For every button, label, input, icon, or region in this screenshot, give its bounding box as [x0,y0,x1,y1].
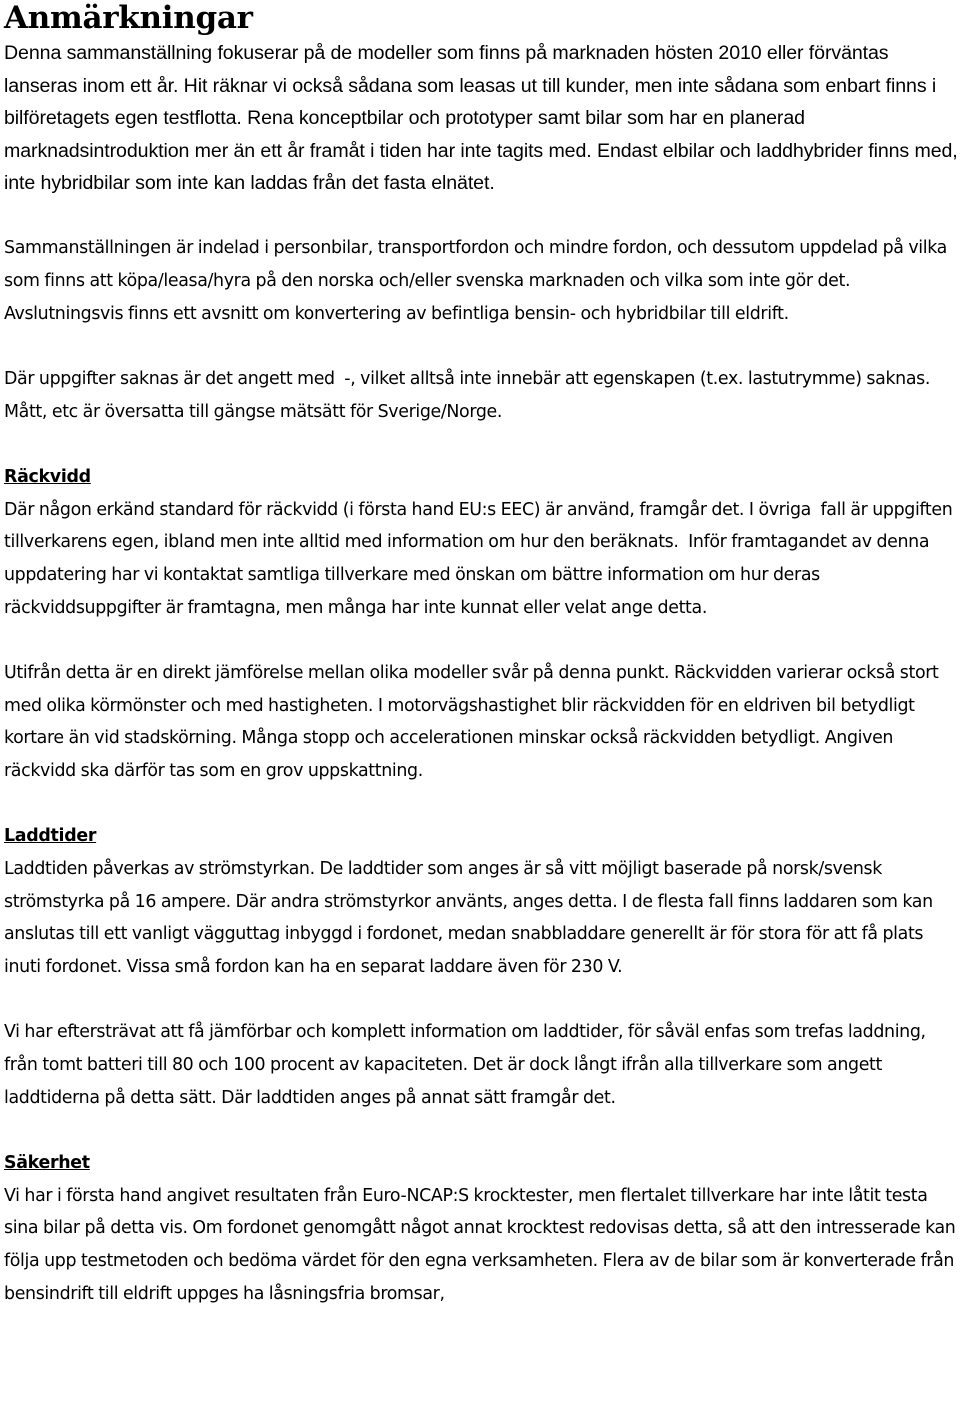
intro-paragraph: Denna sammanställning fokuserar på de modeller som finns på marknaden hösten 2010 eller förväntas lanseras inom ett år. Hit räknar vi också sådana som leasas ut till kunder, men inte sådana som enbart finns i bilföretagets egen testflotta. Rena konceptbilar och prototyper samt bilar som har en planerad marknadsintroduktion mer än ett år framåt i tiden har inte tagits med. Endast elbilar och laddhybrider finns med, inte hybridbilar som inte kan laddas från det fasta elnätet. [4,42,958,195]
spacer [4,428,958,461]
spacer [4,625,958,658]
range-paragraph-1: Där någon erkänd standard för räckvidd (i första hand EU:s EEC) är använd, framgår det. I övriga fall är uppgiften tillverkarens egen, ibland men inte alltid med information om hur den beräknats. Inför framtagandet av denna uppdatering har vi kontaktat samtliga tillverkare med önskan om bättre information om hur deras räckviddsuppgifter är framtagna, men många har inte kunnat eller velat ange detta. [4,499,958,618]
spacer [4,331,958,364]
spacer [4,984,958,1017]
document-page [4,0,958,1310]
charging-heading: Laddtider [4,826,97,847]
spacer [4,788,958,821]
missing-data-paragraph: Där uppgifter saknas är det angett med -, vilket alltså inte innebär att egenskapen (t.ex. lastutrymme) saknas. Mått, etc är översatta till gängse mätsätt för Sverige/Norge. [4,369,935,422]
safety-paragraph-1: Vi har i första hand angivet resultaten från Euro-NCAP:S krocktester, men flertalet tillverkare har inte låtit testa sina bilar på detta vis. Om fordonet genomgått något annat krocktest redovisas detta, så att den intresserade kan följa upp testmetoden och bedöma värdet för den egna verksamheten. Flera av de bilar som är konverterade från bensindrift till eldrift uppges ha låsningsfria bromsar, [4,1185,956,1304]
safety-heading: Säkerhet [4,1152,90,1173]
charging-paragraph-2: Vi har eftersträvat att få jämförbar och komplett information om laddtider, för såväl enfas som trefas laddning, från tomt batteri till 80 och 100 procent av kapaciteten. Det är dock långt ifrån alla tillverkare som angett laddtiderna på detta sätt. Där laddtiden anges på annat sätt framgår det. [4,1022,926,1108]
spacer [4,1114,958,1147]
spacer [4,200,958,233]
range-heading: Räckvidd [4,466,91,487]
structure-paragraph: Sammanställningen är indelad i personbilar, transportfordon och mindre fordon, och dessutom uppdelad på vilka som finns att köpa/leasa/hyra på den norska och/eller svenska marknaden och vilka som inte gör det. Avslutningsvis finns ett avsnitt om konvertering av befintliga bensin- och hybridbilar till eldrift. [4,238,947,324]
charging-paragraph-1: Laddtiden påverkas av strömstyrkan. De laddtider som anges är så vitt möjligt baserade på norsk/svensk strömstyrka på 16 ampere. Där andra strömstyrkor använts, anges detta. I de flesta fall finns laddaren som kan anslutas till ett vanligt vägguttag inbyggd i fordonet, medan snabbladdare generellt är för stora för att få plats inuti fordonet. Vissa små fordon kan ha en separat laddare även för 230 V. [4,859,933,978]
range-paragraph-2: Utifrån detta är en direkt jämförelse mellan olika modeller svår på denna punkt. Räckvidden varierar också stort med olika körmönster och med hastigheten. I motorvägshastighet blir räckvidden för en eldriven bil betydligt kortare än vid stadskörning. Många stopp och accelerationen minskar också räckvidden betydligt. Angiven räckvidd ska därför tas som en grov uppskattning. [4,663,939,782]
page-title: Anmärkningar [4,0,253,36]
